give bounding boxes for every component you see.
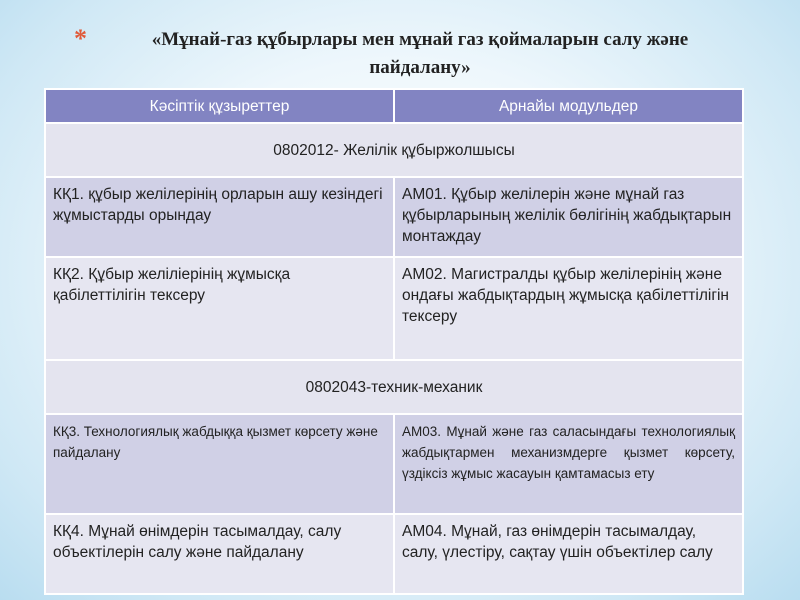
section-row bbox=[45, 360, 743, 414]
competency-cell: КҚ2. Құбыр желіліерінің жұмысқа қабілеттілігін тексеру bbox=[45, 257, 394, 360]
header-modules: Арнайы модульдер bbox=[394, 89, 743, 123]
slide-title-line-2: пайдалану» bbox=[369, 57, 471, 78]
module-cell: АМ04. Мұнай, газ өнімдерін тасымалдау, салу, үлестіру, сақтау үшін объектілер салу bbox=[394, 514, 743, 594]
competency-cell: КҚ1. құбыр желілерінің орларын ашу кезіндегі жұмыстарды орындау bbox=[45, 177, 394, 257]
table-header-row bbox=[45, 89, 743, 123]
slide-title bbox=[70, 26, 770, 82]
section-title: 0802012- Желілік құбыржолшысы bbox=[45, 123, 743, 177]
title-bullet: * bbox=[74, 24, 87, 53]
module-cell: АМ01. Құбыр желілерін және мұнай газ құбырларының желілік бөлігінің жабдықтарын монтаждау bbox=[394, 177, 743, 257]
table-row bbox=[45, 257, 743, 360]
slide-title-line-1: «Мұнай-газ құбырлары мен мұнай газ қоймаларын салу және bbox=[151, 29, 689, 50]
module-cell: АМ02. Магистралды құбыр желілерінің және ондағы жабдықтардың жұмысқа қабілеттілігін тексеру bbox=[394, 257, 743, 360]
header-competencies: Кәсіптік құзыреттер bbox=[45, 89, 394, 123]
competency-cell: КҚ3. Технологиялық жабдыққа қызмет көрсету және пайдалану bbox=[45, 414, 394, 514]
competency-table bbox=[44, 88, 744, 595]
table-row bbox=[45, 514, 743, 594]
competency-cell: КҚ4. Мұнай өнімдерін тасымалдау, салу объектілерін салу және пайдалану bbox=[45, 514, 394, 594]
table-row bbox=[45, 177, 743, 257]
table-row bbox=[45, 414, 743, 514]
module-cell: АМ03. Мұнай және газ саласындағы технологиялық жабдықтармен механизмдерге қызмет көрсету, үздіксіз жұмыс жасауын қамтамасыз ету bbox=[394, 414, 743, 514]
section-title: 0802043-техник-механик bbox=[45, 360, 743, 414]
section-row bbox=[45, 123, 743, 177]
